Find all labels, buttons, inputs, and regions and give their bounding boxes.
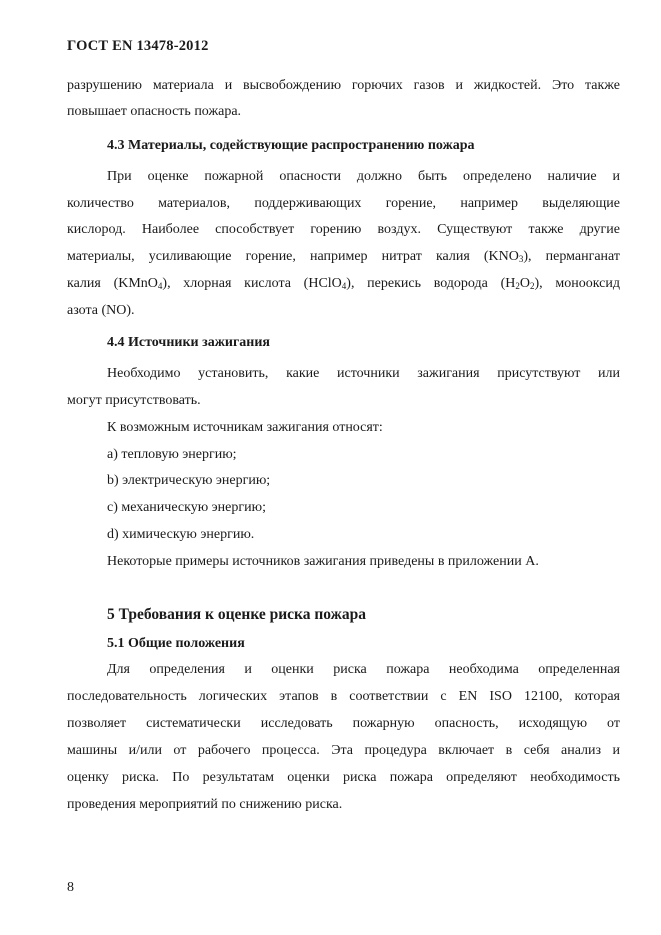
text-run: ), хлорная кислота (HClO	[162, 276, 342, 291]
text-run: ), перманганат	[523, 249, 620, 264]
section-heading-5-1: 5.1 Общие положения	[107, 636, 245, 651]
paragraph-line: При оценке пожарной опасности должно быть определено наличие и	[107, 169, 620, 184]
text-run: материалы, усиливающие горение, например нитрат калия (KNO	[67, 249, 519, 264]
subscript: 2	[515, 281, 520, 291]
list-note: Некоторые примеры источников зажигания приведены в приложении А.	[107, 554, 539, 569]
section-heading-4-4: 4.4 Источники зажигания	[107, 335, 271, 350]
paragraph-line: позволяет систематически исследовать пожарную опасность, исходящую от	[67, 716, 620, 731]
paragraph-line: Необходимо установить, какие источники зажигания присутствуют или	[107, 366, 620, 381]
list-item: b) электрическую энергию;	[107, 473, 271, 488]
paragraph-line: проведения мероприятий по снижению риска.	[67, 797, 343, 812]
text-run: ), монооксид	[534, 276, 620, 291]
subscript: 3	[518, 254, 524, 264]
list-item: d) химическую энергию.	[107, 527, 255, 542]
paragraph-line: могут присутствовать.	[67, 393, 201, 408]
paragraph-line: Для определения и оценки риска пожара необходима определенная	[107, 662, 620, 677]
document-code-header: ГОСТ EN 13478-2012	[67, 38, 209, 54]
text-run: ), перекись водорода (H	[346, 276, 516, 291]
paragraph-line: повышает опасность пожара.	[67, 104, 242, 119]
paragraph-line: оценку риска. По результатам оценки риска пожара определяют необходимость	[67, 770, 620, 785]
paragraph-line: азота (NO).	[67, 303, 135, 318]
subscript: 2	[529, 281, 535, 291]
section-heading-5: 5 Требования к оценке риска пожара	[107, 606, 367, 623]
paragraph-line: машины и/или от рабочего процесса. Эта процедура включает в себя анализ и	[67, 743, 620, 758]
list-item: a) тепловую энергию;	[107, 447, 237, 462]
paragraph-line: кислород. Наиболее способствует горению воздух. Существуют также другие	[67, 222, 620, 237]
text-run: калия (KMnO	[67, 276, 158, 291]
section-heading-4-3: 4.3 Материалы, содействующие распространению пожара	[107, 138, 475, 153]
page-number: 8	[67, 880, 74, 895]
paragraph-line: количество материалов, поддерживающих горение, например выделяющие	[67, 196, 620, 211]
subscript: 4	[341, 281, 347, 291]
list-intro: К возможным источникам зажигания относят:	[107, 420, 383, 435]
paragraph-line	[67, 248, 620, 266]
text-run: O	[519, 276, 530, 291]
paragraph-line: разрушению материала и высвобождению горючих газов и жидкостей. Это также	[67, 78, 620, 93]
paragraph-line: последовательность логических этапов в соответствии с EN ISO 12100, которая	[67, 689, 620, 704]
list-item: c) механическую энергию;	[107, 500, 266, 515]
subscript: 4	[157, 281, 163, 291]
paragraph-line	[67, 275, 620, 293]
